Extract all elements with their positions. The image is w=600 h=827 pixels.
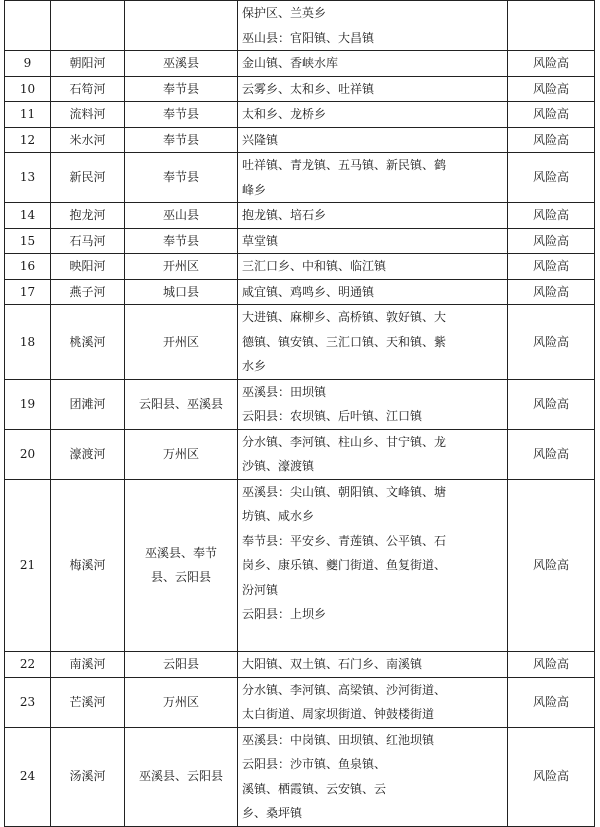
- town-line: 巫溪县：中岗镇、田坝镇、红池坝镇: [242, 732, 435, 747]
- table-row: [5, 254, 595, 280]
- cell-towns: [238, 51, 508, 77]
- county-line: 开州区: [162, 334, 199, 349]
- town-line: 乡、桑坪镇: [242, 806, 303, 820]
- cell-number: 16: [5, 254, 51, 280]
- cell-towns: [238, 153, 508, 203]
- cell-number: 12: [5, 127, 51, 153]
- town-line: [242, 627, 503, 652]
- table-row: [5, 479, 595, 652]
- table-row-continuation: [5, 1, 595, 51]
- town-line: 德镇、镇安镇、三汇口镇、天和镇、紫: [242, 334, 447, 349]
- town-line: 保护区、兰英乡: [242, 6, 327, 20]
- town-line: 沙镇、濠渡镇: [242, 459, 315, 473]
- cell-towns: [238, 1, 508, 51]
- cell-risk: 风险高: [508, 254, 595, 280]
- cell-river: 南溪河: [51, 652, 125, 678]
- table-row: [5, 677, 595, 727]
- cell-risk: 风险高: [508, 153, 595, 203]
- cell-risk: 风险高: [508, 279, 595, 305]
- table-row: [5, 51, 595, 77]
- table-row: [5, 727, 595, 826]
- cell-river: 新民河: [51, 153, 125, 203]
- county-line: 奉节县: [162, 107, 199, 121]
- cell-county: [125, 652, 238, 678]
- cell-risk: [508, 1, 595, 51]
- cell-number: 24: [5, 727, 51, 826]
- cell-risk: 风险高: [508, 727, 595, 826]
- cell-number: 11: [5, 102, 51, 128]
- town-line: 草堂镇: [242, 233, 279, 248]
- county-line: 巫山县: [162, 208, 199, 222]
- town-line: 峰乡: [242, 182, 267, 197]
- cell-towns: [238, 228, 508, 254]
- county-line: 奉节县: [162, 132, 199, 147]
- town-line: 分水镇、李河镇、高梁镇、沙河街道、: [242, 682, 447, 697]
- cell-county: [125, 727, 238, 826]
- cell-county: [125, 228, 238, 254]
- town-line: 奉节县：平安乡、青莲镇、公平镇、石: [242, 533, 447, 548]
- town-line: 三汇口乡、中和镇、临江镇: [242, 259, 387, 273]
- table-row: [5, 379, 595, 429]
- cell-river: 抱龙河: [51, 203, 125, 229]
- cell-river: 燕子河: [51, 279, 125, 305]
- table-row: [5, 102, 595, 128]
- county-line: 云阳县、巫溪县: [138, 396, 223, 411]
- cell-county: [125, 279, 238, 305]
- town-line: 巫溪县：田坝镇: [242, 384, 327, 399]
- town-line: 岗乡、康乐镇、夔门街道、鱼复街道、: [242, 558, 447, 572]
- cell-county: [125, 379, 238, 429]
- cell-number: 21: [5, 479, 51, 652]
- cell-towns: [238, 727, 508, 826]
- cell-towns: [238, 379, 508, 429]
- cell-county: [125, 203, 238, 229]
- cell-number: 20: [5, 429, 51, 479]
- town-line: 水乡: [242, 359, 267, 373]
- town-line: 抱龙镇、培石乡: [242, 208, 327, 222]
- cell-river: 石笱河: [51, 76, 125, 102]
- cell-risk: 风险高: [508, 652, 595, 678]
- town-line: 分水镇、李河镇、柱山乡、甘宁镇、龙: [242, 434, 447, 449]
- cell-river: 团滩河: [51, 379, 125, 429]
- cell-river: [51, 1, 125, 51]
- county-line: 云阳县: [162, 657, 199, 671]
- cell-risk: 风险高: [508, 479, 595, 652]
- cell-risk: 风险高: [508, 677, 595, 727]
- town-line: 太白街道、周家坝街道、钟鼓楼街道: [242, 707, 435, 721]
- table-row: [5, 305, 595, 380]
- county-line: 县、云阳县: [150, 570, 211, 585]
- cell-towns: [238, 429, 508, 479]
- cell-number: 18: [5, 305, 51, 380]
- cell-county: [125, 305, 238, 380]
- county-line: 奉节县: [162, 170, 199, 185]
- cell-risk: 风险高: [508, 379, 595, 429]
- cell-risk: 风险高: [508, 51, 595, 77]
- table-row: [5, 652, 595, 678]
- river-risk-table: [4, 0, 595, 827]
- cell-river: 桃溪河: [51, 305, 125, 380]
- cell-towns: [238, 677, 508, 727]
- cell-risk: 风险高: [508, 429, 595, 479]
- table-row: [5, 228, 595, 254]
- table-row: [5, 203, 595, 229]
- town-line: 云阳县：沙市镇、鱼泉镇、: [242, 757, 387, 771]
- county-line: 巫溪县、奉节: [144, 545, 217, 560]
- cell-river: 汤溪河: [51, 727, 125, 826]
- cell-river: 梅溪河: [51, 479, 125, 652]
- county-line: 巫溪县、云阳县: [138, 769, 223, 784]
- cell-towns: [238, 254, 508, 280]
- cell-number: 22: [5, 652, 51, 678]
- town-line: 溪镇、栖霞镇、云安镇、云: [242, 781, 387, 796]
- town-line: 云雾乡、太和乡、吐祥镇: [242, 81, 375, 96]
- cell-risk: 风险高: [508, 305, 595, 380]
- cell-risk: 风险高: [508, 76, 595, 102]
- town-line: 大进镇、麻柳乡、高桥镇、敦好镇、大: [242, 310, 447, 324]
- cell-towns: [238, 76, 508, 102]
- cell-county: [125, 429, 238, 479]
- county-line: 万州区: [162, 446, 199, 461]
- cell-county: [125, 127, 238, 153]
- risk-document: [4, 0, 594, 827]
- town-line: 云阳县：农坝镇、后叶镇、江口镇: [242, 409, 423, 423]
- cell-towns: [238, 279, 508, 305]
- town-line: 兴隆镇: [242, 132, 279, 147]
- cell-number: 14: [5, 203, 51, 229]
- cell-river: 濠渡河: [51, 429, 125, 479]
- cell-county: [125, 76, 238, 102]
- cell-risk: 风险高: [508, 228, 595, 254]
- county-line: 巫溪县: [162, 56, 199, 70]
- cell-number: 17: [5, 279, 51, 305]
- cell-county: [125, 479, 238, 652]
- cell-towns: [238, 203, 508, 229]
- cell-river: 芒溪河: [51, 677, 125, 727]
- cell-number: 15: [5, 228, 51, 254]
- town-line: 太和乡、龙桥乡: [242, 107, 327, 121]
- table-body: [5, 1, 595, 827]
- county-line: 奉节县: [162, 233, 199, 248]
- cell-river: 朝阳河: [51, 51, 125, 77]
- cell-river: 流料河: [51, 102, 125, 128]
- cell-towns: [238, 305, 508, 380]
- county-line: 城口县: [162, 284, 199, 299]
- cell-towns: [238, 127, 508, 153]
- table-row: [5, 279, 595, 305]
- cell-number: 23: [5, 677, 51, 727]
- cell-county: [125, 153, 238, 203]
- town-line: 云阳县：上坝乡: [242, 607, 327, 621]
- cell-number: 13: [5, 153, 51, 203]
- table-row: [5, 127, 595, 153]
- county-line: 万州区: [162, 694, 199, 709]
- town-line: 咸宜镇、鸡鸣乡、明通镇: [242, 284, 375, 299]
- table-row: [5, 76, 595, 102]
- cell-risk: 风险高: [508, 203, 595, 229]
- cell-number: [5, 1, 51, 51]
- cell-towns: [238, 652, 508, 678]
- town-line: 巫山县：官阳镇、大昌镇: [242, 30, 375, 45]
- county-line: 奉节县: [162, 81, 199, 96]
- cell-towns: [238, 479, 508, 652]
- cell-county: [125, 1, 238, 51]
- cell-county: [125, 677, 238, 727]
- town-line: 大阳镇、双土镇、石门乡、南溪镇: [242, 657, 423, 671]
- table-row: [5, 153, 595, 203]
- cell-risk: 风险高: [508, 102, 595, 128]
- table-row: [5, 429, 595, 479]
- town-line: 金山镇、香峡水库: [242, 56, 339, 70]
- cell-county: [125, 51, 238, 77]
- cell-river: 石马河: [51, 228, 125, 254]
- cell-number: 19: [5, 379, 51, 429]
- cell-river: 米水河: [51, 127, 125, 153]
- town-line: 汾河镇: [242, 582, 279, 597]
- cell-river: 映阳河: [51, 254, 125, 280]
- cell-towns: [238, 102, 508, 128]
- town-line: 吐祥镇、青龙镇、五马镇、新民镇、鹤: [242, 158, 447, 172]
- town-line: 坊镇、咸水乡: [242, 509, 315, 523]
- county-line: 开州区: [162, 259, 199, 273]
- cell-risk: 风险高: [508, 127, 595, 153]
- cell-county: [125, 102, 238, 128]
- town-line: 巫溪县：尖山镇、朝阳镇、文峰镇、塘: [242, 484, 447, 499]
- cell-county: [125, 254, 238, 280]
- cell-number: 9: [5, 51, 51, 77]
- cell-number: 10: [5, 76, 51, 102]
